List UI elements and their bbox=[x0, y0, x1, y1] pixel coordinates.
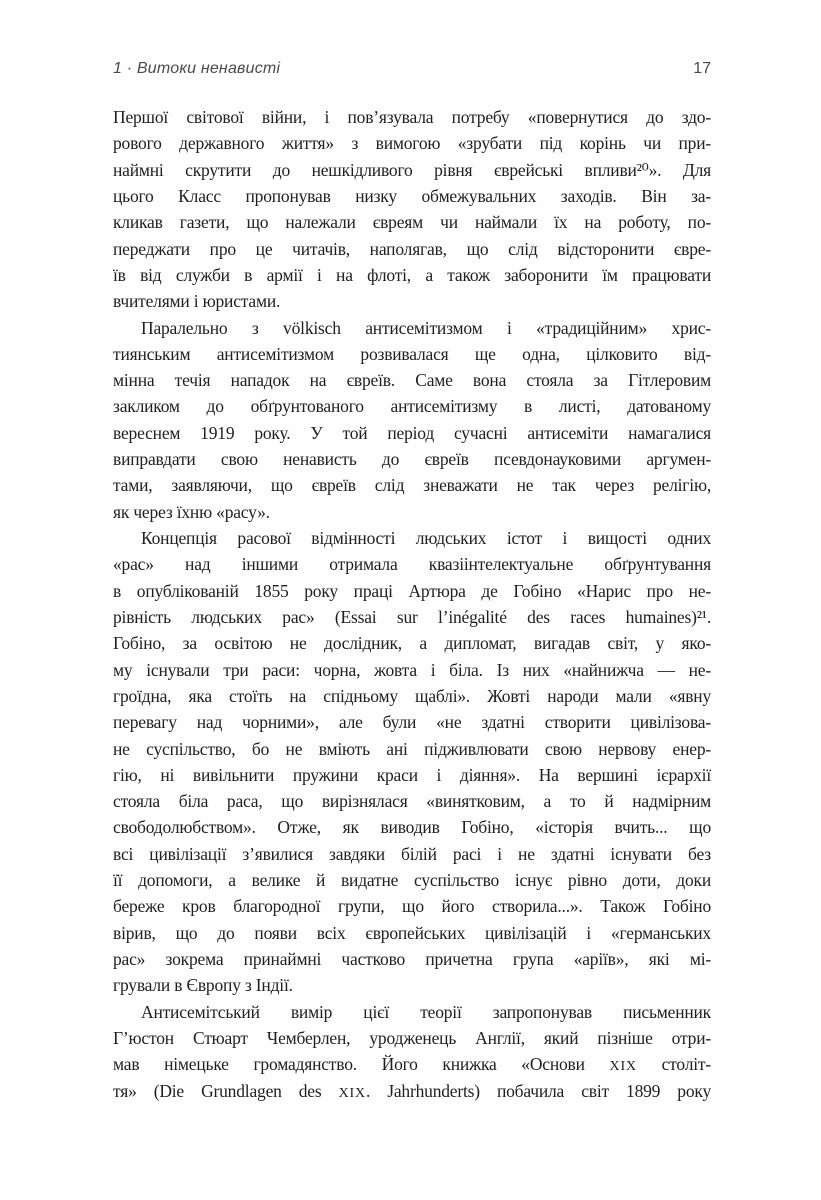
text-line: свободолюбством». Отже, як виводив Гобіно, «історія вчить... що bbox=[113, 817, 711, 838]
text-line: береже кров благородної групи, що його створила...». Також Гобіно bbox=[113, 896, 711, 917]
text-line: закликом до обґрунтованого антисемітизму в листі, датованому bbox=[113, 396, 711, 417]
text-line: тиянським антисемітизмом розвивалася ще одна, цілковито від- bbox=[113, 343, 711, 364]
text-line: всі цивілізації з’явилися завдяки білій расі і не здатні існувати без bbox=[113, 843, 711, 864]
page-number: 17 bbox=[693, 60, 711, 77]
text-line: гроїдна, яка стоїть на спідньому щаблі». Жовті народи мали «явну bbox=[113, 685, 711, 706]
roman-numeral: XIX bbox=[338, 1085, 366, 1101]
text-line: Антисемітський вимір цієї теорії запропонував письменник bbox=[141, 1001, 711, 1022]
chapter-title: 1 · Витоки ненависті bbox=[113, 60, 281, 77]
text-line: вчителями і юристами. bbox=[113, 291, 281, 312]
text-line: кликав газети, що належали євреям чи наймали їх на роботу, по- bbox=[113, 212, 711, 233]
text-line: грували в Європу з Індії. bbox=[113, 975, 293, 996]
text-line: перевагу над чорними», але були «не здатні створити цивілізова- bbox=[113, 712, 711, 733]
text-line: тами, заявляючи, що євреїв слід зневажати не так через релігію, bbox=[113, 475, 711, 496]
text-line: її допомоги, а велике й видатне суспільство існує рівно доти, доки bbox=[113, 870, 711, 891]
text-line: Концепція расової відмінності людських істот і вищості одних bbox=[141, 528, 711, 548]
text-line: наймні скрутити до нешкідливого рівня єврейські впливи²⁰». Для bbox=[113, 159, 711, 180]
text-line: як через їхню «расу». bbox=[113, 501, 270, 522]
text-line: тя» (Die Grundlagen des XIX. Jahrhunderts) побачила світ 1899 року bbox=[113, 1080, 711, 1101]
text-line: рас» зокрема принаймні частково причетна група «аріїв», які мі- bbox=[113, 949, 711, 969]
text-line: рового державного життя» з вимогою «зрубати під корінь чи при- bbox=[113, 133, 711, 154]
running-header bbox=[113, 60, 711, 78]
text-line: їв від служби в армії і на флоті, а також заборонити їм працювати bbox=[113, 264, 711, 285]
text-line: мав німецьке громадянство. Його книжка «Основи XIX століт- bbox=[113, 1054, 711, 1075]
text-line: стояла біла раса, що вирізнялася «винятковим, а то й надмірним bbox=[113, 791, 711, 812]
text-line: вірив, що до появи всіх європейських цивілізацій і «германських bbox=[113, 922, 711, 943]
text-line: виправдати свою ненависть до євреїв псевдонауковими аргумен- bbox=[113, 449, 711, 470]
text-line: в опублікованій 1855 року праці Артюра де Гобіно «Нарис про не- bbox=[113, 580, 711, 601]
text-line: не суспільство, бо не вміють ані підживлювати свою нервову енер- bbox=[113, 738, 711, 759]
roman-numeral: XIX bbox=[609, 1059, 637, 1075]
text-line: Г’юстон Стюарт Чемберлен, уродженець Англії, який пізніше отри- bbox=[113, 1027, 711, 1048]
text-line: «рас» над іншими отримала квазіінтелектуальне обґрунтування bbox=[113, 554, 711, 575]
text-line: рівність людських рас» (Essai sur l’inégalité des races humaines)²¹. bbox=[113, 606, 711, 627]
text-line: мінна течія нападок на євреїв. Саме вона стояла за Гітлеровим bbox=[113, 370, 711, 391]
text-line: вереснем 1919 року. У той період сучасні антисеміти намагалися bbox=[113, 422, 711, 443]
text-line: Паралельно з völkisch антисемітизмом і «традиційним» хрис- bbox=[141, 317, 711, 338]
body-text bbox=[113, 104, 711, 1104]
text-line: цього Класс пропонував низку обмежувальних заходів. Він за- bbox=[113, 185, 711, 206]
text-line: гію, ні вивільнити пружини краси і діяння». На вершині ієрархії bbox=[113, 764, 711, 785]
text-line: Першої світової війни, і пов’язувала потребу «повернутися до здо- bbox=[113, 107, 711, 127]
text-line: му існували три раси: чорна, жовта і біла. Із них «найнижча — не- bbox=[113, 659, 711, 680]
text-line: Гобіно, за освітою не дослідник, а дипломат, вигадав світ, у яко- bbox=[113, 633, 711, 654]
text-line: переджати про це читачів, наполягав, що слід відсторонити євре- bbox=[113, 238, 711, 259]
